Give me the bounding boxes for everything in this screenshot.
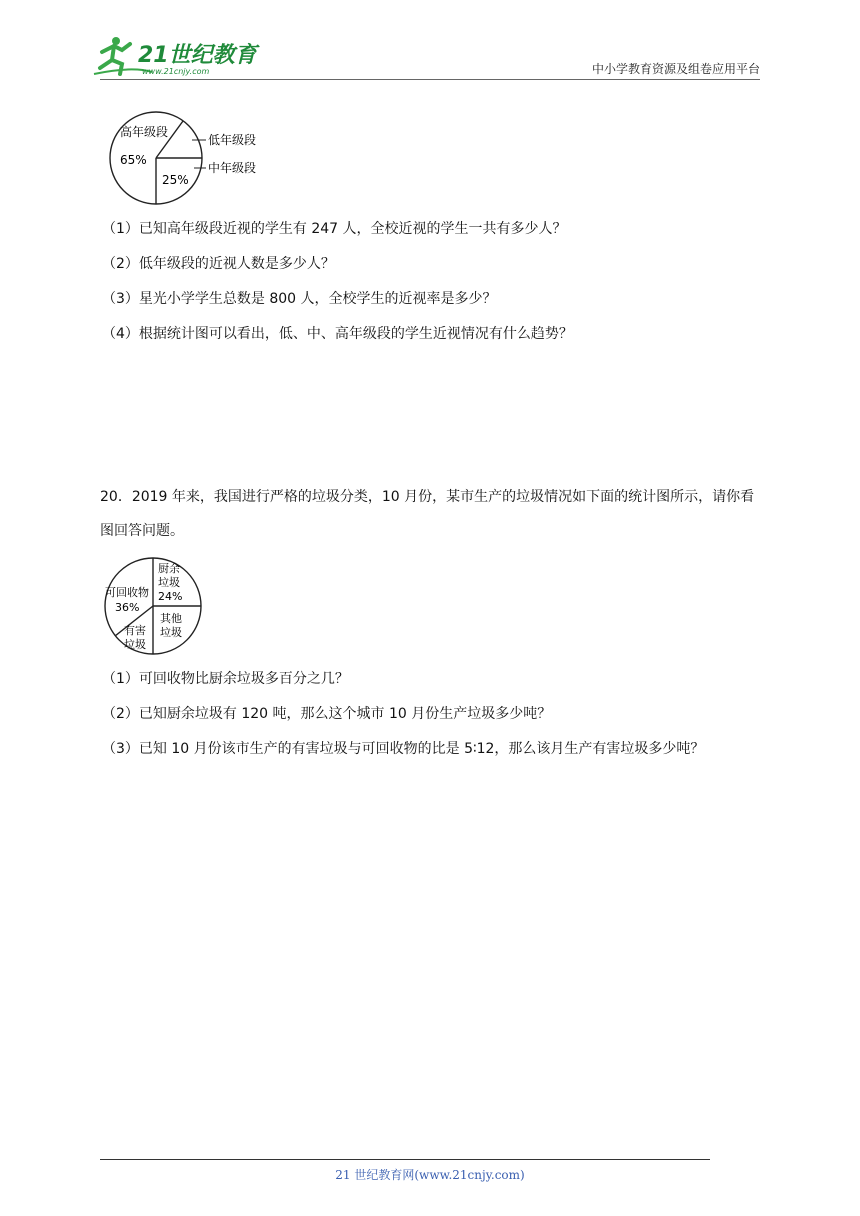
pie1-low-label: 低年级段 — [208, 133, 257, 147]
pie2-recyclable-label: 可回收物 — [105, 586, 149, 599]
q20-sub-1: （1）可回收物比厨余垃圾多百分之几？ — [102, 671, 349, 687]
q19-sub-2: （2）低年级段的近视人数是多少人？ — [102, 256, 335, 272]
pie2-kitchen-pct: 24% — [158, 590, 183, 603]
logo-title: 21世纪教育 — [138, 43, 257, 68]
q19-sub-4: （4）根据统计图可以看出，低、中、高年级段的学生近视情况有什么趋势？ — [102, 326, 573, 342]
pie1-high-pct: 65% — [120, 153, 147, 167]
q20-sub-3: （3）已知 10 月份该市生产的有害垃圾与可回收物的比是 5∶12，那么该月生产有害垃圾多少吨？ — [102, 741, 705, 757]
logo-url: www.21cnjy.com — [142, 67, 210, 76]
header-divider — [100, 79, 760, 80]
pie2-other-label-1: 其他 — [160, 612, 182, 625]
q19-sub-1: （1）已知高年级段近视的学生有 247 人，全校近视的学生一共有多少人？ — [102, 221, 567, 237]
pie1-mid-pct: 25% — [162, 173, 189, 187]
site-logo — [92, 32, 262, 82]
q19-sub-3: （3）星光小学学生总数是 800 人，全校学生的近视率是多少？ — [102, 291, 497, 307]
pie2-kitchen-label-2: 垃圾 — [158, 576, 180, 589]
footer-divider — [100, 1159, 710, 1160]
q20-stem: 20．2019 年来，我国进行严格的垃圾分类，10 月份，某市生产的垃圾情况如下面的统计图所示，请你看图回答问题。 — [100, 489, 755, 539]
pie2-kitchen-label-1: 厨余 — [158, 562, 180, 575]
pie2-other-label-2: 垃圾 — [160, 626, 182, 639]
pie2-hazard-label-1: 有害 — [124, 624, 146, 637]
pie1-mid-label: 中年级段 — [208, 161, 257, 175]
pie2-hazard-label-2: 垃圾 — [124, 638, 146, 651]
pie1-high-label: 高年级段 — [120, 125, 169, 139]
pie2-recyclable-pct: 36% — [115, 601, 140, 614]
footer-text: 21 世纪教育网(www.21cnjy.com) — [335, 1168, 525, 1182]
q20-sub-2: （2）已知厨余垃圾有 120 吨，那么这个城市 10 月份生产垃圾多少吨？ — [102, 706, 552, 722]
page-header — [0, 0, 860, 90]
garbage-pie-chart — [100, 554, 210, 658]
myopia-pie-chart — [104, 108, 284, 208]
header-platform-text: 中小学教育资源及组卷应用平台 — [591, 62, 760, 76]
